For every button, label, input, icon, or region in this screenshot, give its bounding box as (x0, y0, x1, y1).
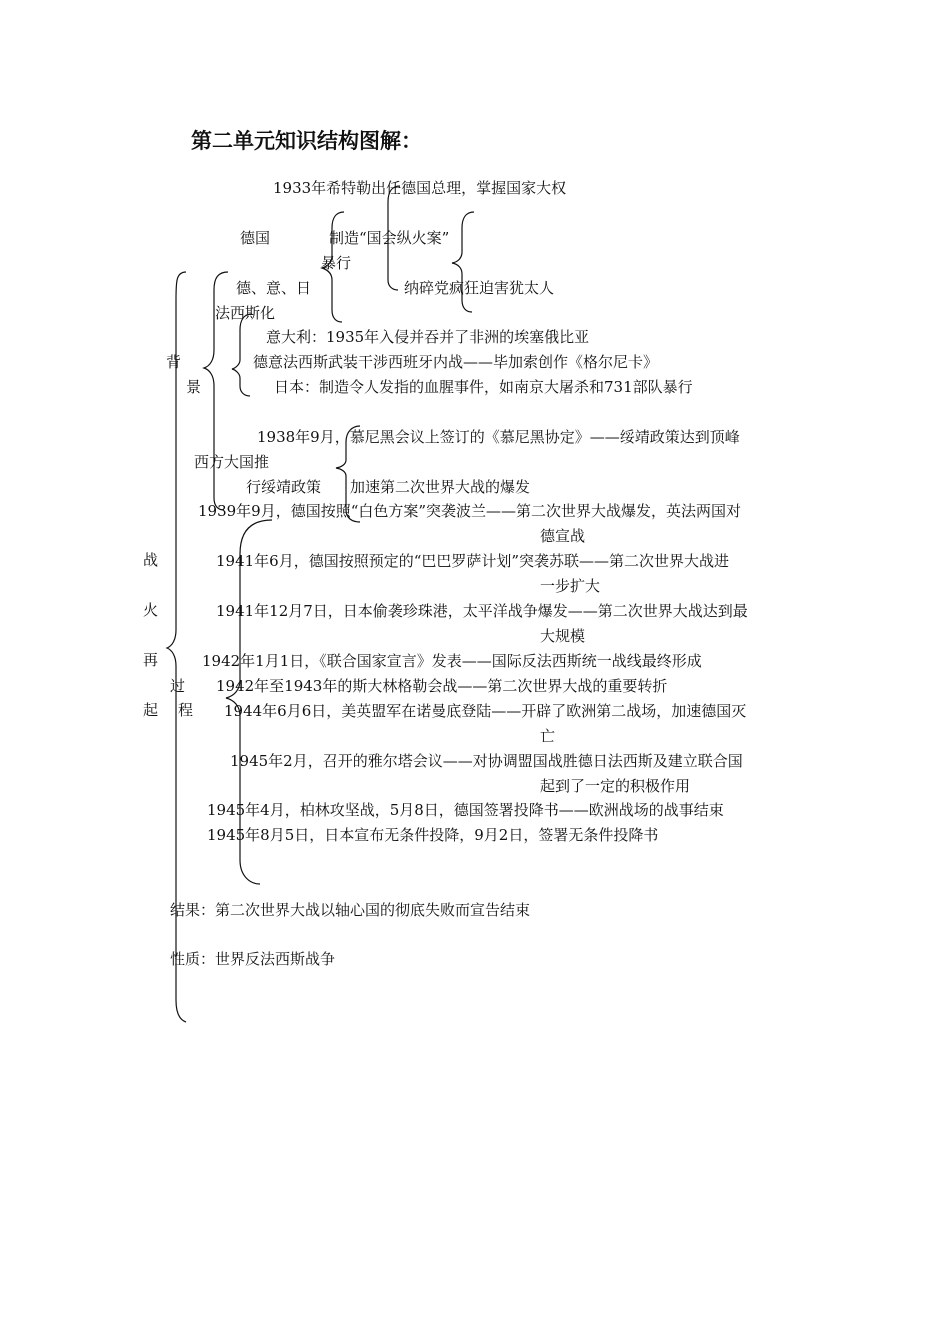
fascism-italy: 意大利：1935年入侵并吞并了非洲的埃塞俄比亚 (266, 328, 590, 346)
event-berlin: 1945年4月，柏林攻坚战，5月8日，德国签署投降书——欧洲战场的战事结束 (207, 801, 724, 819)
event-1939-line-2: 德宣战 (540, 527, 586, 545)
nature-text: 性质：世界反法西斯战争 (170, 950, 336, 968)
background-label-2: 景 (186, 378, 202, 396)
event-yalta-line-2: 起到了一定的积极作用 (540, 777, 691, 795)
event-1941-jun-line-1: 1941年6月，德国按照预定的“巴巴罗萨计划”突袭苏联——第二次世界大战进 (216, 552, 730, 570)
appeasement-munich: 1938年9月，慕尼黑会议上签订的《慕尼黑协定》——绥靖政策达到顶峰 (257, 428, 740, 446)
event-1939-line-1: 1939年9月，德国按照“白色方案”突袭波兰——第二次世界大战爆发，英法两国对 (198, 502, 742, 520)
appeasement-label-2: 行绥靖政策 (246, 478, 322, 496)
fascism-label-1: 德、意、日 (236, 279, 312, 297)
event-1941-dec-line-2: 大规模 (540, 627, 586, 645)
page-title: 第二单元知识结构图解： (191, 129, 422, 153)
result-text: 结果：第二次世界大战以轴心国的彻底失败而宣告结束 (170, 901, 531, 919)
germany-label: 德国 (240, 229, 271, 247)
root-label-char-2: 火 (143, 601, 159, 619)
fascism-brace (232, 314, 252, 396)
atrocities-label: 暴行 (321, 254, 352, 272)
background-label-1: 背 (166, 353, 182, 371)
fascism-spain: 德意法西斯武装干涉西班牙内战——毕加索创作《格尔尼卡》 (253, 353, 659, 371)
fascism-label-2: 法西斯化 (215, 304, 276, 322)
process-label-2: 程 (178, 701, 194, 719)
process-label-1: 过 (170, 677, 186, 695)
root-label-char-4: 起 (143, 701, 159, 719)
event-1941-dec-line-1: 1941年12月7日，日本偷袭珍珠港，太平洋战争爆发——第二次世界大战达到最 (216, 602, 748, 620)
event-stalingrad: 1942年至1943年的斯大林格勒会战——第二次世界大战的重要转折 (216, 677, 668, 695)
germany-item-hitler: 1933年希特勒出任德国总理，掌握国家大权 (273, 179, 567, 197)
event-yalta-line-1: 1945年2月，召开的雅尔塔会议——对协调盟国战胜德日法西斯及建立联合国 (230, 752, 743, 770)
event-1942-declaration: 1942年1月1日，《联合国家宣言》发表——国际反法西斯统一战线最终形成 (202, 652, 702, 670)
appeasement-label-1: 西方大国推 (194, 453, 270, 471)
root-label-char-3: 再 (143, 651, 159, 669)
appeasement-acceleration: 加速第二次世界大战的爆发 (350, 478, 531, 496)
event-1944-line-1: 1944年6月6日，美英盟军在诺曼底登陆——开辟了欧洲第二战场，加速德国灭 (224, 702, 747, 720)
root-label-char-1: 战 (143, 551, 159, 569)
event-japan-surrender: 1945年8月5日，日本宣布无条件投降，9月2日，签署无条件投降书 (207, 826, 659, 844)
event-1941-jun-line-2: 一步扩大 (540, 577, 601, 595)
fascism-japan: 日本：制造令人发指的血腥事件，如南京大屠杀和731部队暴行 (274, 378, 693, 396)
atrocity-persecution: 纳碎党疯狂迫害犹太人 (404, 279, 555, 297)
atrocity-reichstag-fire: 制造“国会纵火案” (329, 229, 450, 247)
event-1944-line-2: 亡 (540, 727, 556, 745)
